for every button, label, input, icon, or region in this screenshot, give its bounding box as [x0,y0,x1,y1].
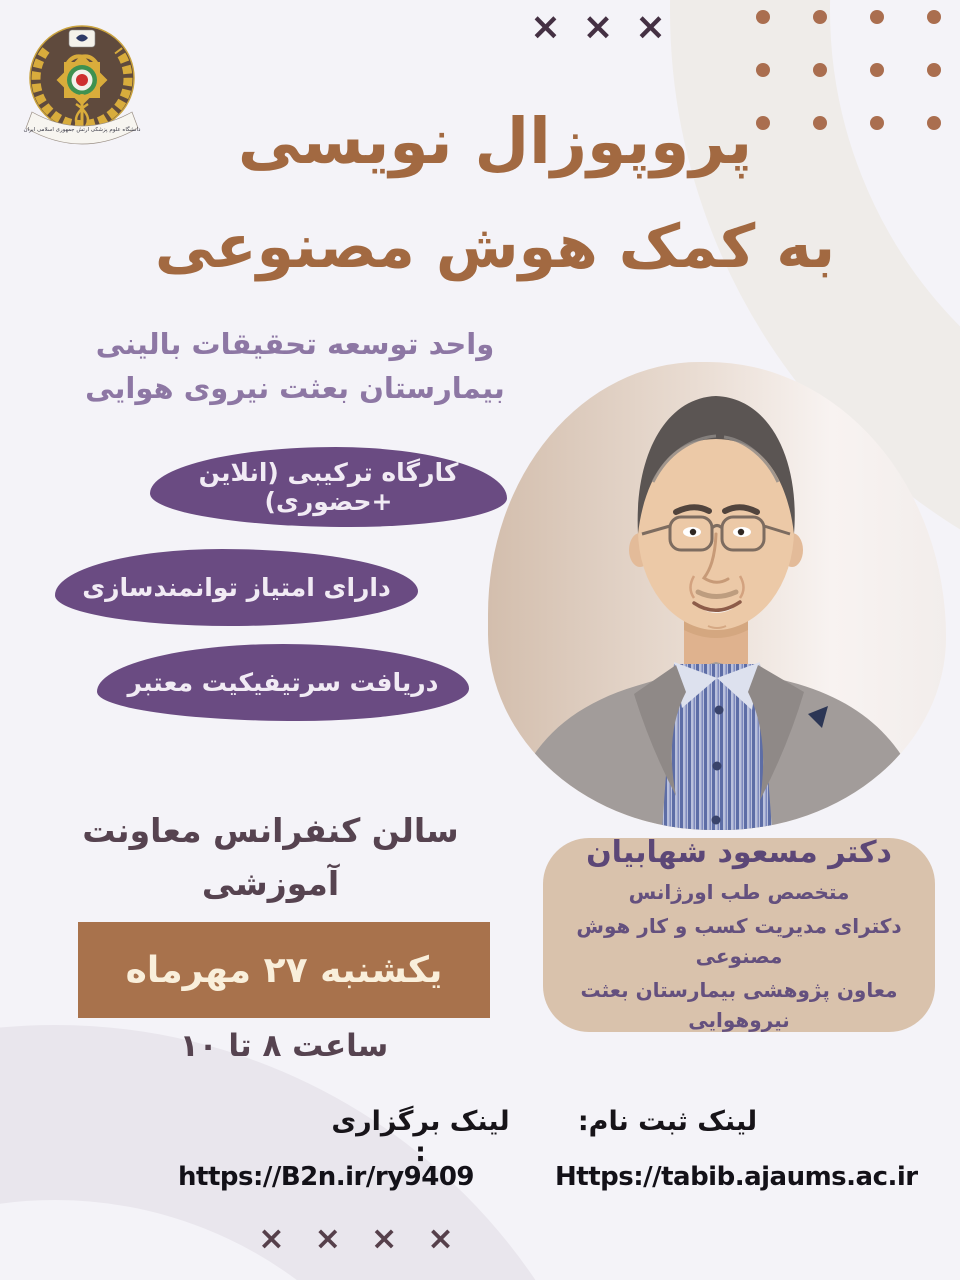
venue-line-1: سالن کنفرانس معاونت آموزشی [82,811,459,904]
dot [870,116,884,130]
badge-label: کارگاه ترکیبی (انلاین +حضوری) [198,458,459,516]
organizer-subtitle [55,322,535,410]
poster-title [120,88,870,300]
badge-certificate [97,644,469,721]
title-line-2: به کمک هوش مصنوعی [154,212,836,283]
badge-workshop-format [150,447,507,527]
subtitle-line-2: بیمارستان بعثت نیروی هوایی [85,371,505,406]
badge-label: دارای امتیاز توانمندسازی [82,573,391,602]
event-link-url[interactable]: https://B2n.ir/ry9409 [178,1162,475,1192]
dot [870,63,884,77]
register-link-url[interactable]: Https://tabib.ajaums.ac.ir [555,1162,918,1192]
title-line-1: پروپوزال نویسی [237,105,753,178]
x-marks-bottom [258,1219,454,1257]
x-mark-icon: × [258,1219,285,1257]
speaker-name: دکتر مسعود شهابیان [586,835,892,870]
dot [927,63,941,77]
dot [756,63,770,77]
register-link-label: لینک ثبت نام: [577,1106,758,1137]
x-mark-icon: × [634,5,666,48]
x-mark-icon: × [582,5,614,48]
speaker-card [543,835,935,1032]
logo-banner-text: دانشگاه علوم پزشکی ارتش جمهوری اسلامی ایران [23,127,141,133]
speaker-title: معاون پژوهشی بیمارستان بعثت نیروهوایی [580,978,898,1032]
x-mark-icon: × [314,1219,342,1257]
dot [813,63,827,77]
badge-label: دریافت سرتیفیکیت معتبر [127,668,439,697]
subtitle-line-1: واحد توسعه تحقیقات بالینی [95,327,495,361]
speaker-title: دکترای مدیریت کسب و کار هوش مصنوعی [576,914,902,968]
x-mark-icon: × [370,1219,398,1257]
date-box [78,922,490,1018]
date-label: یکشنبه ۲۷ مهرماه [125,949,443,991]
badge-empowerment-points [55,549,418,626]
dot [927,116,941,130]
x-marks-top [530,5,666,48]
dot [756,10,770,24]
speaker-title: متخصص طب اورژانس [628,880,850,904]
x-mark-icon: × [427,1219,454,1257]
dot [927,10,941,24]
dot [870,10,884,24]
dot [813,10,827,24]
time-label: ساعت ۸ تا ۱۰ [179,1028,389,1064]
event-link-label: لینک برگزاری : [331,1106,510,1168]
x-mark-icon: × [530,5,562,48]
